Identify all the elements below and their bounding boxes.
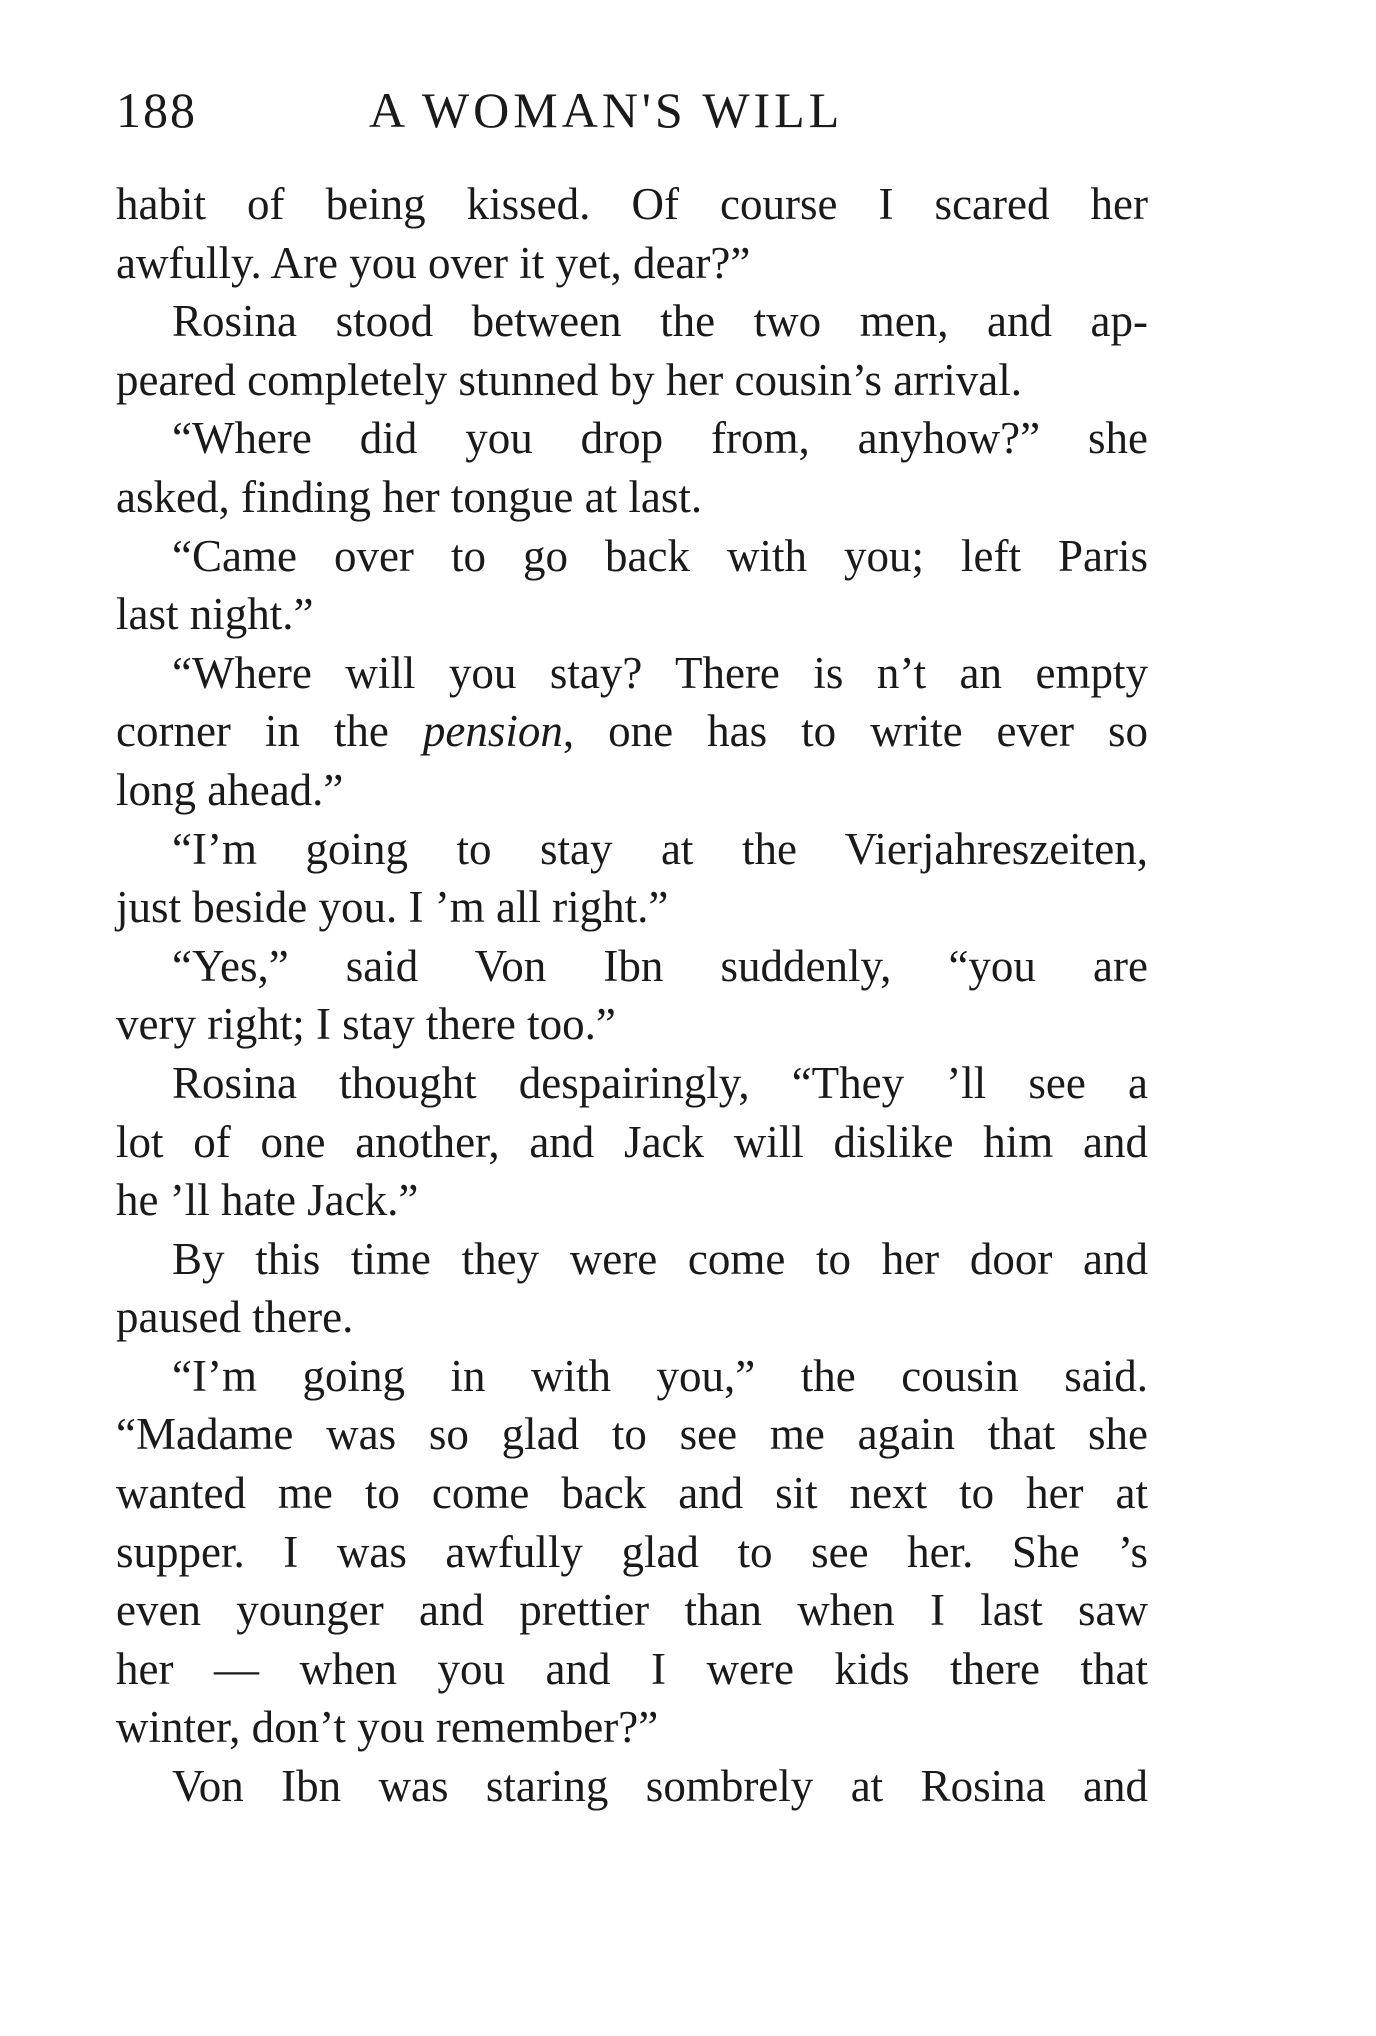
text-line: lot of one another, and Jack will dislike him and <box>116 1116 1148 1167</box>
text-line: Rosina stood between the two men, and ap- <box>172 296 1148 347</box>
text-line: wanted me to come back and sit next to her at <box>116 1468 1148 1519</box>
text-line: very right; I stay there too.” <box>116 999 616 1050</box>
text-line: “I’m going in with you,” the cousin said. <box>172 1350 1148 1401</box>
text-line: “I’m going to stay at the Vierjahreszeiten, <box>172 823 1148 874</box>
text-line <box>116 702 1148 761</box>
text-line: just beside you. I ’m all right.” <box>116 882 669 933</box>
text-line: asked, finding her tongue at last. <box>116 471 703 522</box>
text-line: “Yes,” said Von Ibn suddenly, “you are <box>172 940 1148 991</box>
text-line: Von Ibn was staring sombrely at Rosina and <box>172 1761 1148 1812</box>
text-line: supper. I was awfully glad to see her. She ’s <box>116 1526 1148 1577</box>
body-text <box>116 175 1148 1816</box>
text-line: winter, don’t you remember?” <box>116 1702 659 1753</box>
text-line: “Madame was so glad to see me again that she <box>116 1409 1148 1460</box>
text-line: By this time they were come to her door and <box>172 1233 1148 1284</box>
running-head <box>116 80 1146 140</box>
text-line: Rosina thought despairingly, “They ’ll see a <box>172 1057 1148 1108</box>
text-segment: , one has to write ever so <box>562 706 1148 757</box>
italic-word-pension: pension <box>422 706 563 757</box>
page-number: 188 <box>116 82 197 138</box>
text-line: peared completely stunned by her cousin’s arrival. <box>116 354 1022 405</box>
text-line: last night.” <box>116 589 314 640</box>
text-line: “Where did you drop from, anyhow?” she <box>172 413 1148 464</box>
text-line: he ’ll hate Jack.” <box>116 1175 419 1226</box>
running-title: A WOMAN'S WILL <box>369 82 844 138</box>
text-line: “Came over to go back with you; left Paris <box>172 530 1148 581</box>
text-line: even younger and prettier than when I last saw <box>116 1585 1148 1636</box>
text-line: “Where will you stay? There is n’t an empty <box>172 647 1148 698</box>
text-line: her — when you and I were kids there that <box>116 1643 1148 1694</box>
text-line: long ahead.” <box>116 764 344 815</box>
text-line: awfully. Are you over it yet, dear?” <box>116 237 751 288</box>
text-segment: corner in the <box>116 706 423 757</box>
text-line: paused there. <box>116 1292 354 1343</box>
text-line: habit of being kissed. Of course I scared her <box>116 179 1148 229</box>
